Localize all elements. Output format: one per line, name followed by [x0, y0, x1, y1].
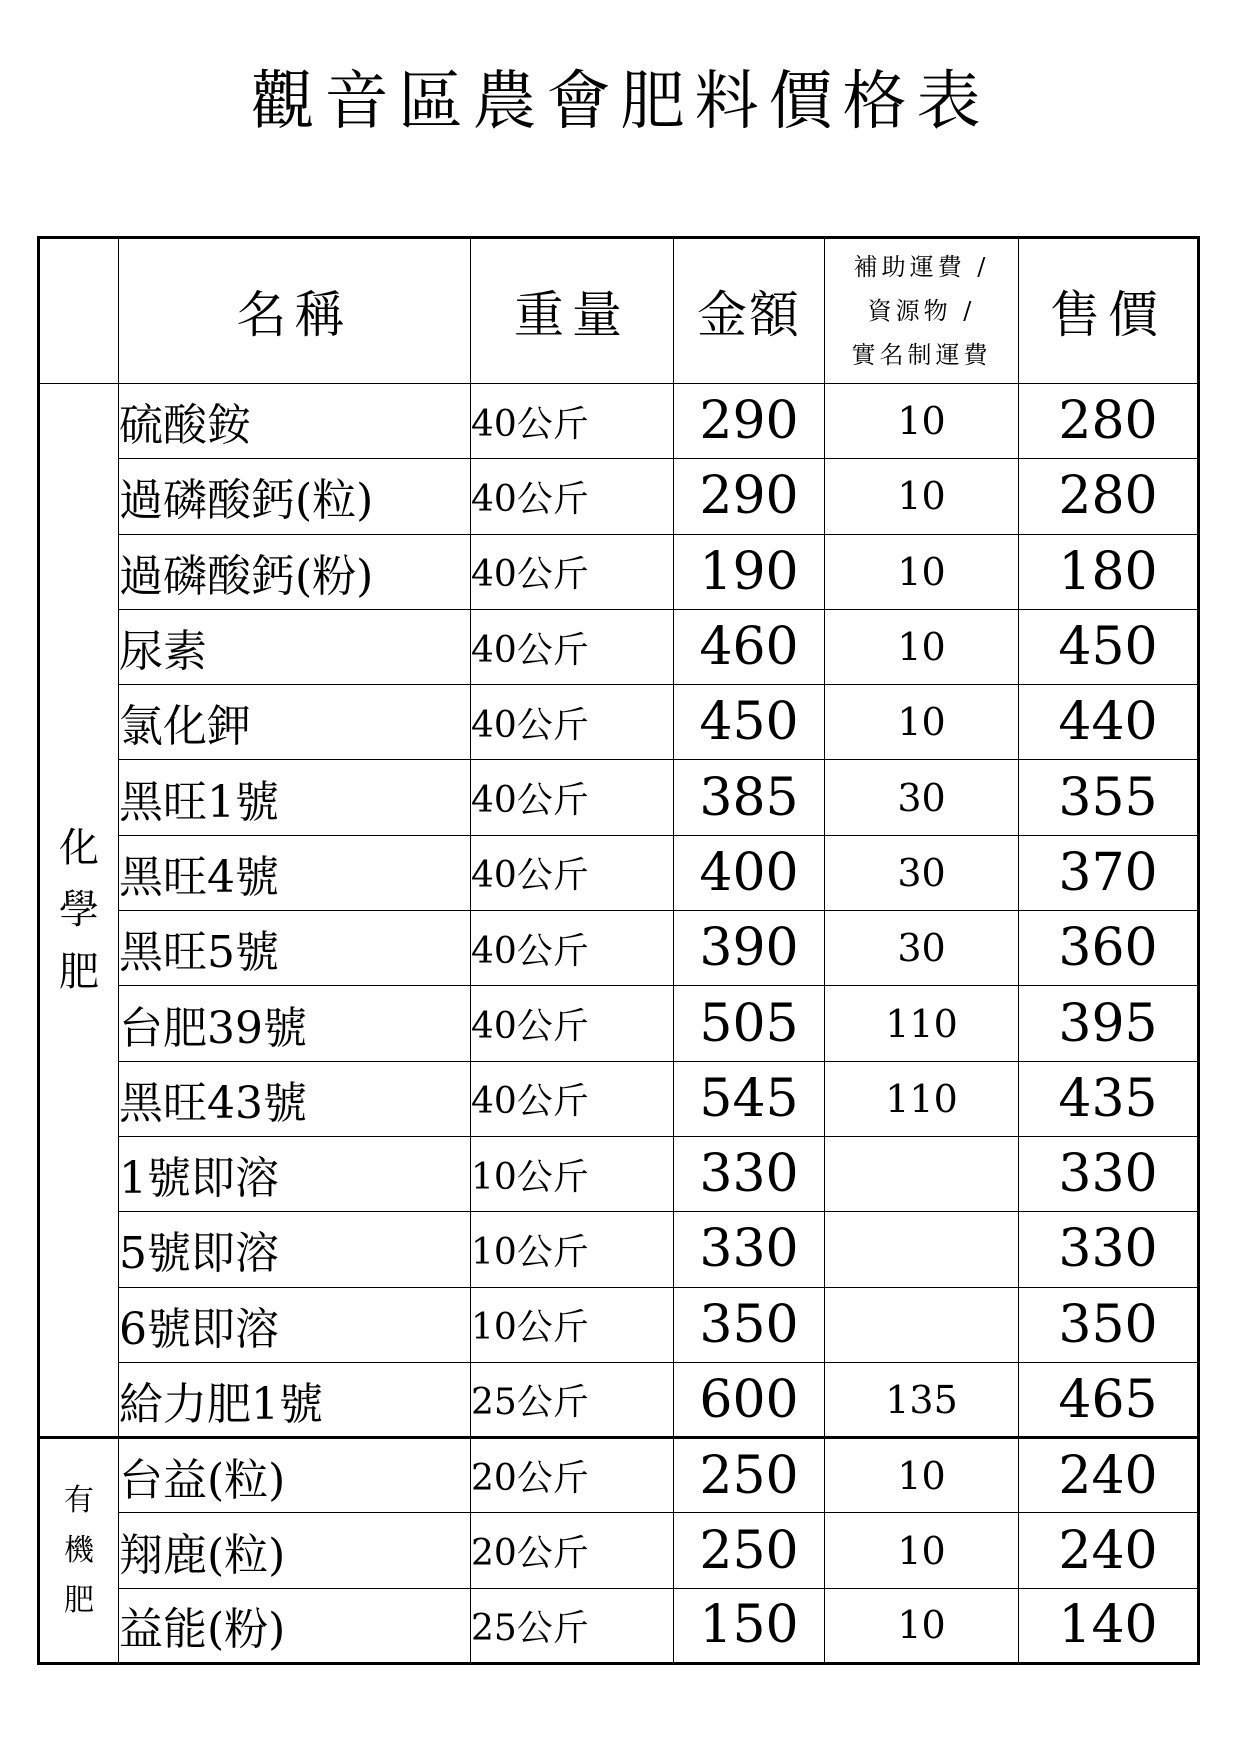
table-row	[39, 1362, 1199, 1437]
table-row	[39, 1513, 1199, 1588]
header-amount: 金額	[674, 238, 825, 384]
fertilizer-subsidy: 10	[825, 384, 1019, 459]
fertilizer-name: 1號即溶	[119, 1136, 471, 1211]
fertilizer-name: 氯化鉀	[119, 685, 471, 760]
fertilizer-price: 180	[1019, 534, 1199, 609]
fertilizer-subsidy: 30	[825, 760, 1019, 835]
fertilizer-price: 280	[1019, 459, 1199, 534]
table-row	[39, 1136, 1199, 1211]
table-row	[39, 1287, 1199, 1362]
fertilizer-price: 395	[1019, 986, 1199, 1061]
fertilizer-subsidy	[825, 1136, 1019, 1211]
fertilizer-subsidy: 10	[825, 1588, 1019, 1663]
fertilizer-amount: 400	[674, 835, 825, 910]
header-subsidy-line3: 實名制運費	[851, 341, 992, 369]
fertilizer-name: 翔鹿(粒)	[119, 1513, 471, 1588]
fertilizer-weight: 40公斤	[471, 609, 674, 684]
fertilizer-amount: 150	[674, 1588, 825, 1663]
fertilizer-weight: 20公斤	[471, 1513, 674, 1588]
fertilizer-weight: 40公斤	[471, 835, 674, 910]
table-row	[39, 534, 1199, 609]
fertilizer-weight: 25公斤	[471, 1588, 674, 1663]
fertilizer-weight: 40公斤	[471, 459, 674, 534]
fertilizer-name: 尿素	[119, 609, 471, 684]
fertilizer-amount: 390	[674, 911, 825, 986]
fertilizer-subsidy: 10	[825, 609, 1019, 684]
fertilizer-amount: 545	[674, 1061, 825, 1136]
fertilizer-weight: 10公斤	[471, 1287, 674, 1362]
table-row	[39, 1588, 1199, 1663]
fertilizer-amount: 250	[674, 1438, 825, 1513]
fertilizer-name: 台益(粒)	[119, 1438, 471, 1513]
fertilizer-name: 黑旺4號	[119, 835, 471, 910]
fertilizer-weight: 10公斤	[471, 1136, 674, 1211]
header-subsidy	[825, 238, 1019, 384]
table-row	[39, 911, 1199, 986]
table-row	[39, 1061, 1199, 1136]
fertilizer-name: 硫酸銨	[119, 384, 471, 459]
header-subsidy-line2: 資源物 /	[867, 297, 976, 325]
header-subsidy-line1: 補助運費 /	[853, 253, 990, 281]
table-row	[39, 1438, 1199, 1513]
fertilizer-weight: 20公斤	[471, 1438, 674, 1513]
header-name: 名稱	[119, 238, 471, 384]
category-cell	[39, 384, 119, 1438]
fertilizer-weight: 40公斤	[471, 760, 674, 835]
fertilizer-weight: 25公斤	[471, 1362, 674, 1437]
fertilizer-amount: 290	[674, 459, 825, 534]
table-row	[39, 685, 1199, 760]
fertilizer-amount: 330	[674, 1212, 825, 1287]
table-row	[39, 986, 1199, 1061]
fertilizer-weight: 40公斤	[471, 911, 674, 986]
fertilizer-price: 465	[1019, 1362, 1199, 1437]
table-row	[39, 459, 1199, 534]
fertilizer-subsidy: 10	[825, 534, 1019, 609]
fertilizer-subsidy: 10	[825, 1513, 1019, 1588]
fertilizer-name: 5號即溶	[119, 1212, 471, 1287]
fertilizer-amount: 290	[674, 384, 825, 459]
fertilizer-price: 140	[1019, 1588, 1199, 1663]
fertilizer-weight: 40公斤	[471, 384, 674, 459]
fertilizer-price: 330	[1019, 1136, 1199, 1211]
fertilizer-amount: 460	[674, 609, 825, 684]
fertilizer-amount: 600	[674, 1362, 825, 1437]
fertilizer-amount: 385	[674, 760, 825, 835]
fertilizer-subsidy: 10	[825, 685, 1019, 760]
fertilizer-price: 280	[1019, 384, 1199, 459]
fertilizer-amount: 505	[674, 986, 825, 1061]
fertilizer-subsidy: 30	[825, 835, 1019, 910]
table-body	[39, 384, 1199, 1664]
fertilizer-price: 435	[1019, 1061, 1199, 1136]
fertilizer-weight: 40公斤	[471, 685, 674, 760]
fertilizer-subsidy	[825, 1212, 1019, 1287]
fertilizer-subsidy: 135	[825, 1362, 1019, 1437]
fertilizer-price: 330	[1019, 1212, 1199, 1287]
fertilizer-name: 益能(粉)	[119, 1588, 471, 1663]
fertilizer-subsidy: 10	[825, 1438, 1019, 1513]
fertilizer-amount: 350	[674, 1287, 825, 1362]
price-table	[37, 236, 1200, 1665]
fertilizer-subsidy	[825, 1287, 1019, 1362]
fertilizer-amount: 190	[674, 534, 825, 609]
fertilizer-weight: 40公斤	[471, 534, 674, 609]
category-label: 有機肥	[64, 1482, 94, 1618]
table-row	[39, 1212, 1199, 1287]
fertilizer-name: 黑旺43號	[119, 1061, 471, 1136]
header-weight: 重量	[471, 238, 674, 384]
fertilizer-price: 355	[1019, 760, 1199, 835]
fertilizer-price: 440	[1019, 685, 1199, 760]
fertilizer-subsidy: 110	[825, 1061, 1019, 1136]
table-row	[39, 835, 1199, 910]
header-price: 售價	[1019, 238, 1199, 384]
fertilizer-subsidy: 30	[825, 911, 1019, 986]
table-row	[39, 760, 1199, 835]
fertilizer-weight: 40公斤	[471, 1061, 674, 1136]
fertilizer-price: 350	[1019, 1287, 1199, 1362]
fertilizer-price: 370	[1019, 835, 1199, 910]
fertilizer-weight: 10公斤	[471, 1212, 674, 1287]
fertilizer-weight: 40公斤	[471, 986, 674, 1061]
fertilizer-price: 240	[1019, 1513, 1199, 1588]
fertilizer-name: 過磷酸鈣(粉)	[119, 534, 471, 609]
fertilizer-price: 240	[1019, 1438, 1199, 1513]
fertilizer-price: 450	[1019, 609, 1199, 684]
fertilizer-amount: 450	[674, 685, 825, 760]
fertilizer-price: 360	[1019, 911, 1199, 986]
fertilizer-subsidy: 110	[825, 986, 1019, 1061]
category-label: 化學肥	[59, 825, 99, 996]
table-row	[39, 609, 1199, 684]
header-category-blank	[39, 238, 119, 384]
header-row	[39, 238, 1199, 384]
fertilizer-name: 黑旺1號	[119, 760, 471, 835]
fertilizer-name: 台肥39號	[119, 986, 471, 1061]
fertilizer-amount: 250	[674, 1513, 825, 1588]
table-row	[39, 384, 1199, 459]
fertilizer-name: 給力肥1號	[119, 1362, 471, 1437]
page-title: 觀音區農會肥料價格表	[250, 65, 991, 139]
fertilizer-subsidy: 10	[825, 459, 1019, 534]
fertilizer-amount: 330	[674, 1136, 825, 1211]
fertilizer-name: 過磷酸鈣(粒)	[119, 459, 471, 534]
fertilizer-name: 黑旺5號	[119, 911, 471, 986]
fertilizer-name: 6號即溶	[119, 1287, 471, 1362]
category-cell	[39, 1438, 119, 1664]
